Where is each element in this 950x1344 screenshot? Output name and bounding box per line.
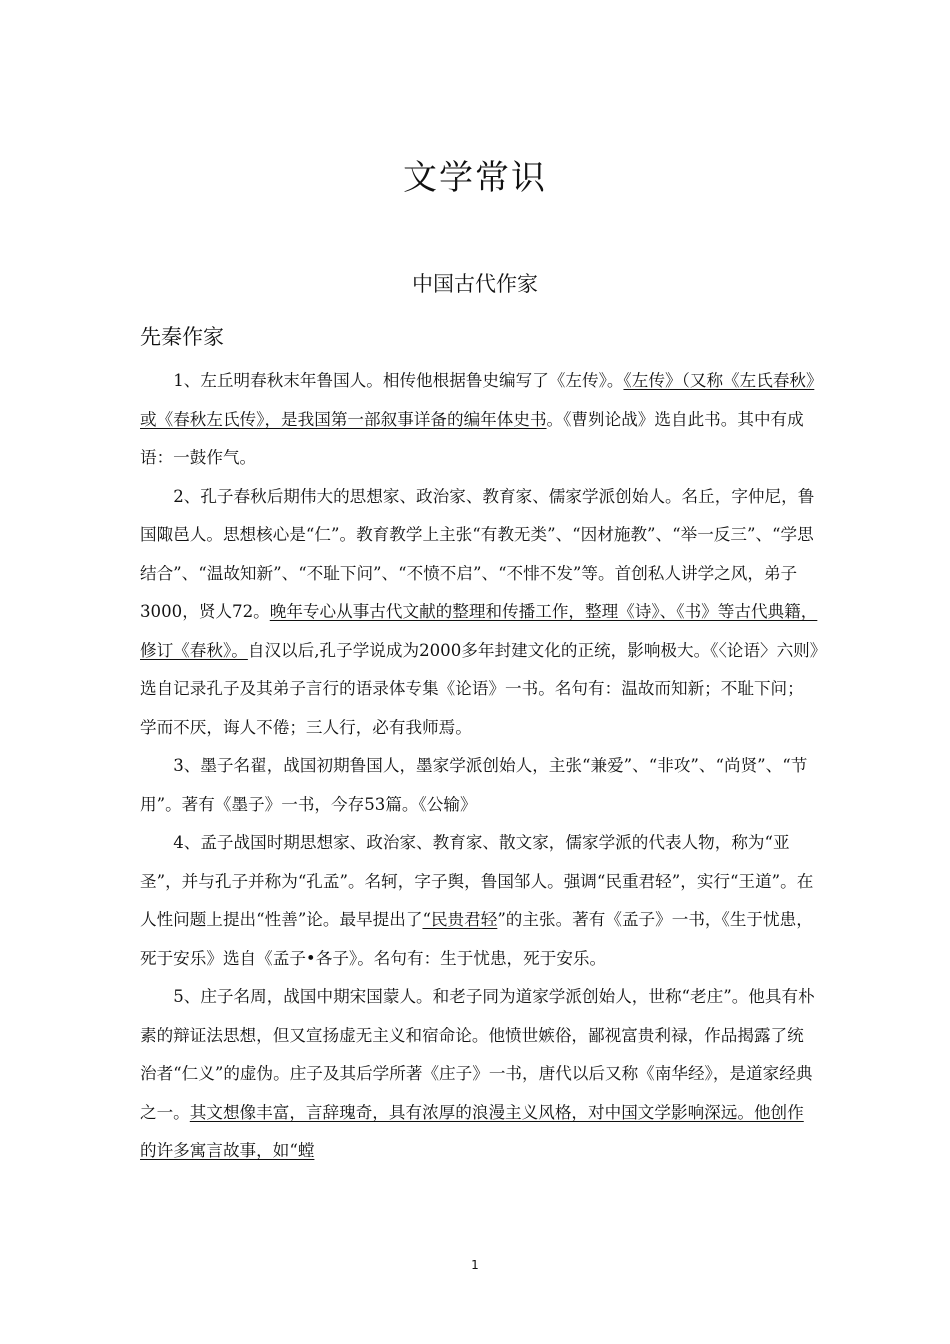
paragraph-text: 1、左丘明春秋末年鲁国人。相传他根据鲁史编写了《左传》。 bbox=[173, 371, 624, 390]
underlined-text: 其文想像丰富，言辞瑰奇，具有浓厚的浪漫主义风格，对中国文学影响深远。他创作的许多寓言故事，如“螳 bbox=[140, 1102, 804, 1160]
paragraph-text: 自汉以后,孔子学说成为2000多年封建文化的正统，影响极大。《〈论语〉六则》选自记录孔子及其弟子言行的语录体专集《论语》一书。名句有：温故而知新；不耻下问；学而不厌，诲人不倦；三人行，必有我师焉。 bbox=[140, 640, 819, 737]
paragraph-text: 4、孟子战国时期思想家、政治家、教育家、散文家，儒家学派的代表人物，称为“亚圣”，并与孔子并称为“孔孟”。名轲，字子舆，鲁国邹人。强调“民重君轻”，实行“王道”。在人性问题上提出“性善”论。最早提出了 bbox=[140, 833, 814, 929]
chapter-heading: 中国古代作家 bbox=[412, 272, 538, 296]
paragraph-mozi bbox=[140, 747, 820, 824]
paragraph-text: ”的主张。著有《孟子》一书，《生于忧患，死于安乐》选自《孟子•各子》。名句有：生于忧患，死于安乐。 bbox=[140, 910, 813, 968]
paragraph-zuoqiuming bbox=[140, 362, 820, 478]
paragraph-text: 2、孔子春秋后期伟大的思想家、政治家、教育家、儒家学派创始人。名丘，字仲尼，鲁国陬邑人。思想核心是“仁”。教育教学上主张“有教无类”、“因材施教”、“举一反三”、“学思结合”、“温故知新”、“不耻下问”、“不愤不启”、“不悱不发”等。首创私人讲学之风，弟子3000，贤人72。 bbox=[140, 486, 815, 621]
underlined-text: 《左传》（又称《左氏春秋》或《春秋左氏传》，是我国第一部叙事详备的编年体史书 bbox=[140, 371, 815, 429]
paragraph-confucius bbox=[140, 478, 820, 748]
section-heading: 先秦作家 bbox=[140, 325, 224, 349]
paragraph-text: 。《曹刿论战》选自此书。其中有成语：一鼓作气。 bbox=[140, 409, 804, 467]
document-title: 文学常识 bbox=[403, 158, 547, 198]
paragraph-text: 3、墨子名翟，战国初期鲁国人，墨家学派创始人，主张“兼爱”、“非攻”、“尚贤”、“节用”。著有《墨子》一书，今存53篇。《公输》 bbox=[140, 756, 808, 814]
body-text bbox=[140, 362, 820, 1171]
underlined-text: “民贵君轻 bbox=[422, 910, 498, 929]
underlined-text: 晚年专心从事古代文献的整理和传播工作，整理《诗》、《书》等古代典籍，修订《春秋》。 bbox=[140, 602, 818, 660]
page-number: 1 bbox=[471, 1258, 479, 1272]
paragraph-zhuangzi bbox=[140, 978, 820, 1171]
paragraph-mencius bbox=[140, 824, 820, 978]
paragraph-text: 5、庄子名周，战国中期宋国蒙人。和老子同为道家学派创始人，世称“老庄”。他具有朴素的辩证法思想，但又宣扬虚无主义和宿命论。他愤世嫉俗，鄙视富贵利禄，作品揭露了统治者“仁义”的虚伪。庄子及其后学所著《庄子》一书，唐代以后又称《南华经》，是道家经典之一。 bbox=[140, 987, 815, 1122]
